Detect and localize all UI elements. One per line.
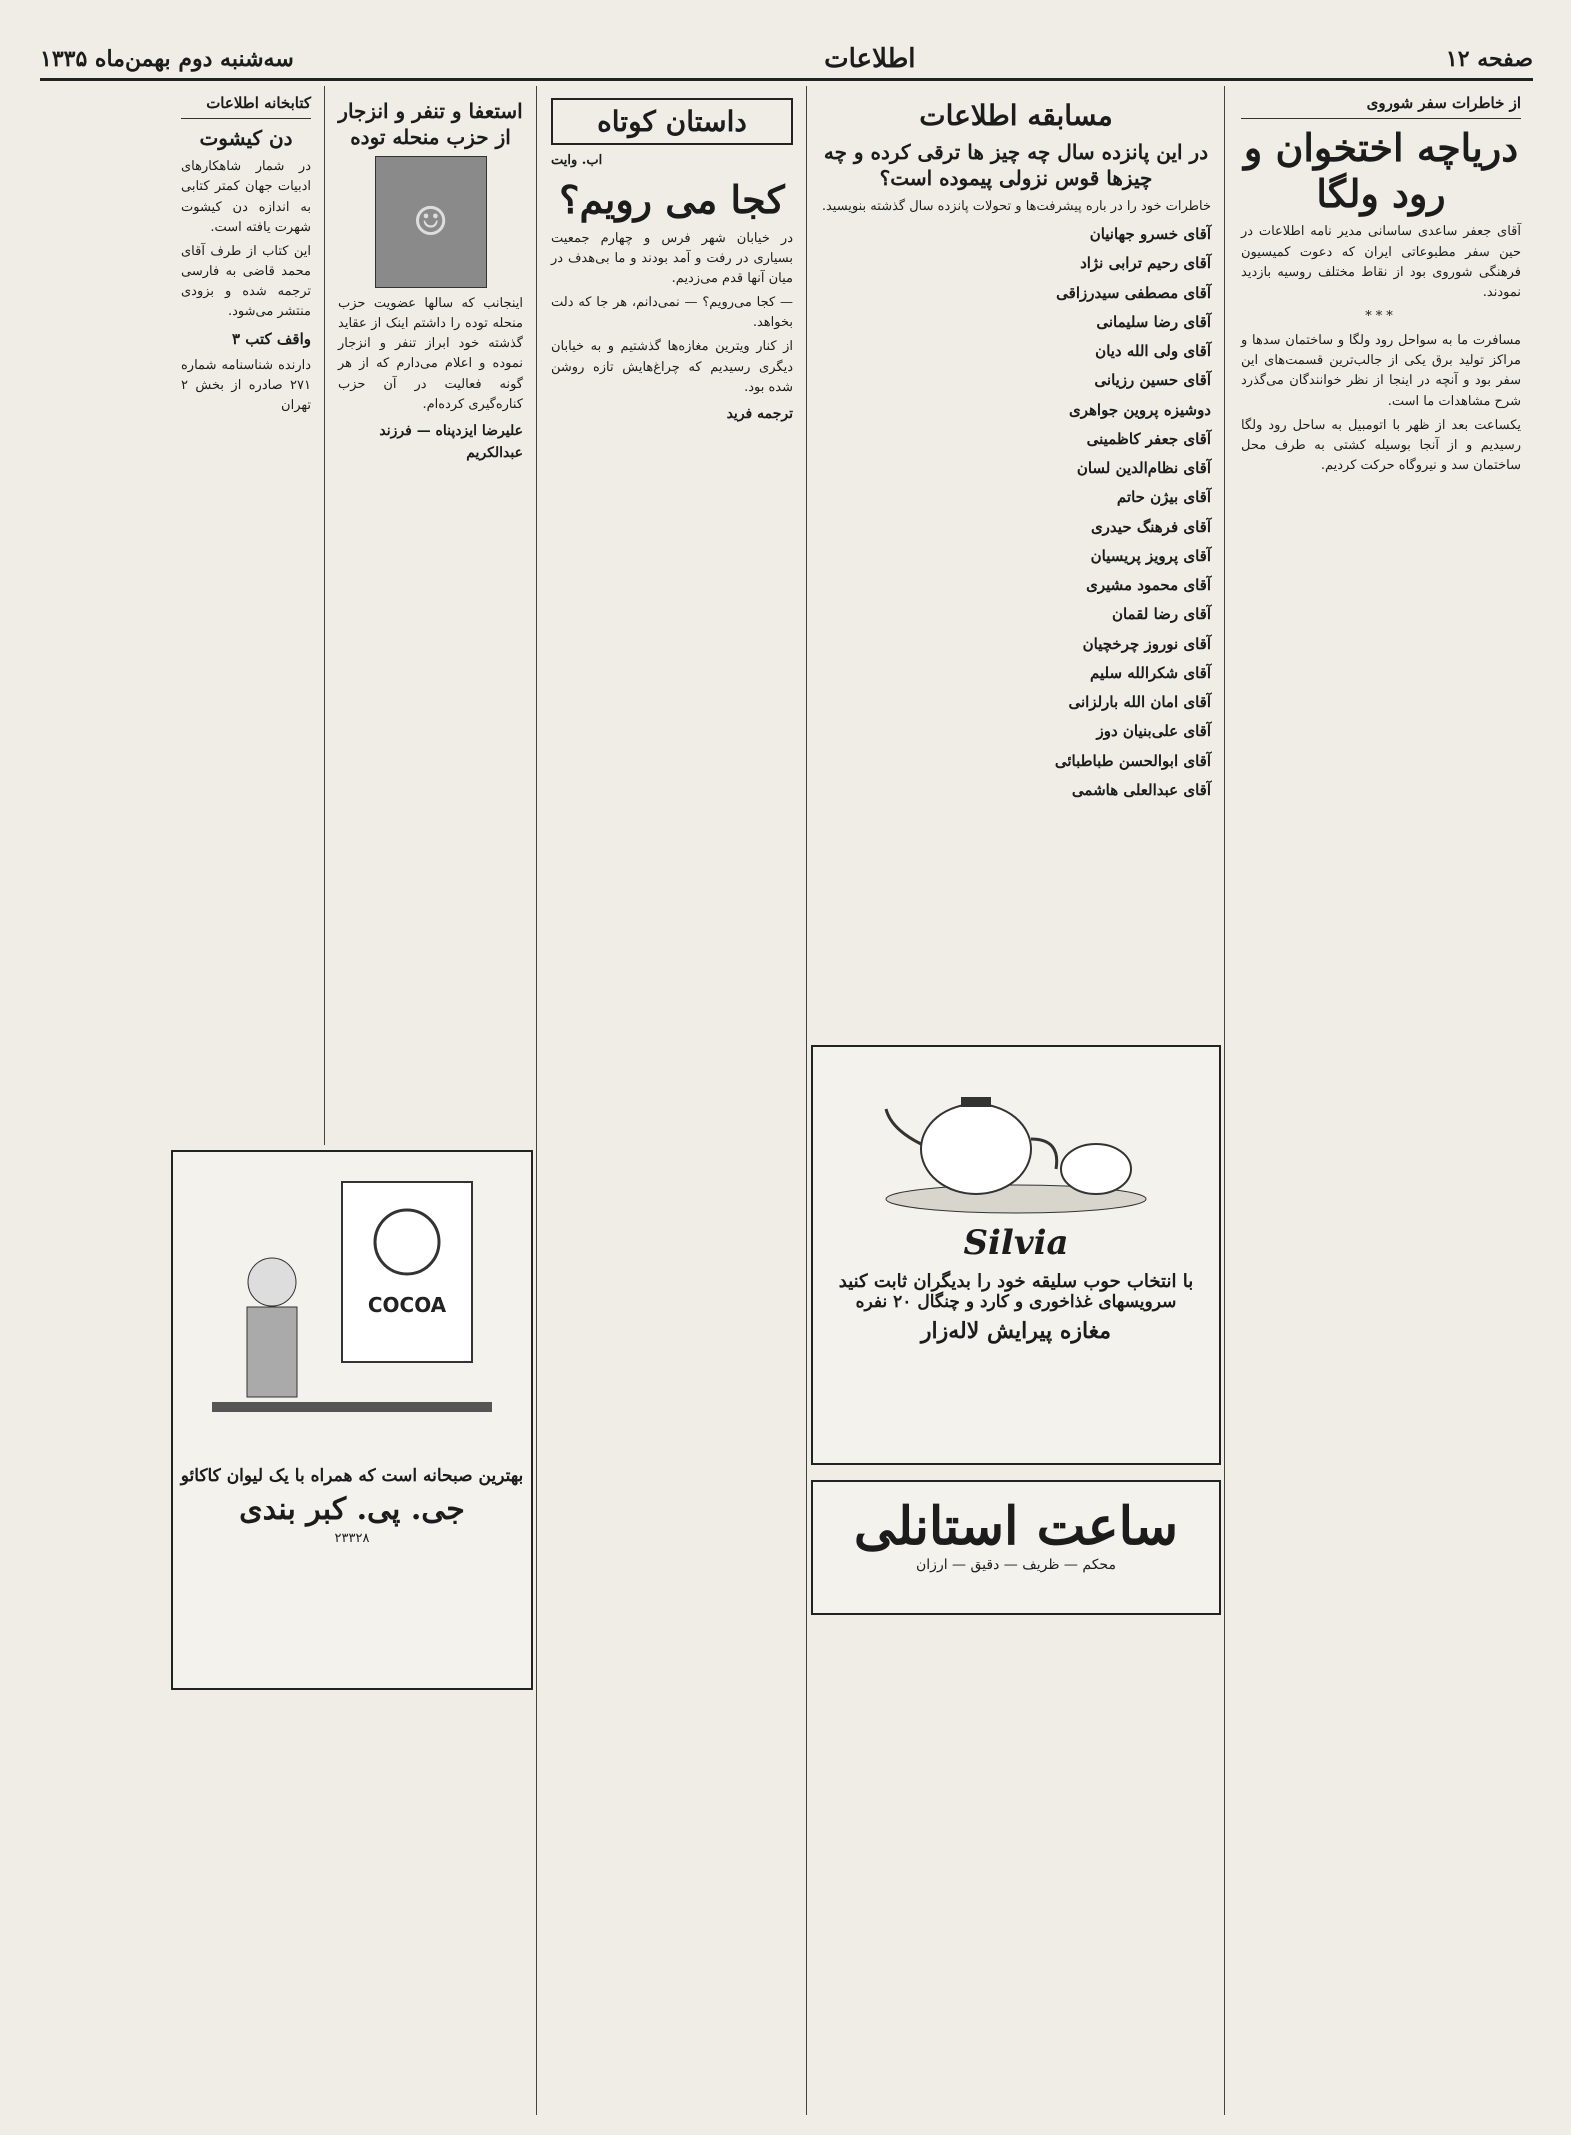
paragraph: از کنار ویترین مغازه‌ها گذشتیم و به خیابان دیگری رسیدیم که چراغ‌هایش تازه روشن شده بود. (551, 339, 793, 395)
cocoa-brand-name: جی. پی. کبر بندی (239, 1492, 465, 1527)
paragraph: اینجانب که سالها عضویت حزب منحله توده را داشتم اینک از عقاید گذشته خود ابراز تنفر و انزجار نموده و اعلام می‌دارم که از هر گونه فعالیت در آن حزب کناره‌گیری کرده‌ام. (338, 296, 523, 412)
paragraph: در شمار شاهکارهای ادبیات جهان کمتر کتابی به اندازه دن کیشوت شهرت یافته است. (181, 159, 311, 235)
notice-title: واقف کتب ۳ (231, 330, 311, 349)
paragraph: مسافرت ما به سواحل رود ولگا و ساختمان سدها و مراکز تولید برق یکی از جالب‌ترین قسمت‌های این سفر بود و آنچه در اینجا از نظر خوانندگان می‌گذرد شرح مشاهدات ما است. (1241, 333, 1521, 409)
silvia-ad (811, 1045, 1221, 1465)
contestant-name: آقای خسرو جهانیان (1089, 225, 1211, 244)
teapot-illustration (866, 1059, 1166, 1219)
column-rule (806, 86, 807, 2115)
contestant-name: آقای رحیم ترابی نژاد (1080, 254, 1211, 273)
silvia-brand: Silvia (963, 1223, 1069, 1263)
contestant-name: آقای نوروز چرخچیان (1082, 634, 1211, 653)
contestant-name: آقای علی‌بنیان دوز (1096, 722, 1211, 741)
page-number: صفحه ۱۲ (1445, 46, 1533, 72)
translator-signature: ترجمه فرید (726, 405, 793, 422)
article-volga (1231, 86, 1531, 2115)
contestant-list (821, 223, 1211, 802)
contestant-name: آقای حسین رزیانی (1094, 371, 1211, 390)
column-rule (536, 86, 537, 2115)
contestant-name: آقای بیژن حاتم (1116, 488, 1211, 507)
portrait-photo: ☺ (375, 156, 487, 288)
contestant-name: آقای عبدالعلی هاشمی (1071, 780, 1211, 799)
article-don-quixote (171, 86, 321, 1145)
article-contest (811, 86, 1221, 1025)
contestant-name: آقای رضا لقمان (1111, 605, 1211, 624)
cocoa-ad (171, 1150, 533, 1690)
paragraph: آقای جعفر ساعدی ساسانی مدیر نامه اطلاعات در حین سفر مطبوعاتی ایران که دعوت کمیسیون فرهنگی شوروی بود از نقاط مختلف روسیه بازدید نمودند. (1241, 224, 1521, 300)
signer-name: علیرضا ایزدپناه — فرزند عبدالکریم (379, 422, 523, 461)
clock-title: ساعت استانلی (853, 1496, 1179, 1557)
contestant-name: دوشیزه پروین جواهری (1068, 400, 1211, 419)
headline: استعفا و تنفر و انزجار از حزب منحله توده (338, 99, 523, 149)
silvia-subtext: سرویسهای غذاخوری و کارد و چنگال ۲۰ نفره (855, 1292, 1177, 1312)
contestant-name: آقای ولی الله دیان (1095, 342, 1211, 361)
cocoa-brand: COCOA (367, 1293, 447, 1317)
contestant-name: آقای محمود مشیری (1086, 576, 1211, 595)
silvia-slogan: با انتخاب حوب سلیقه خود را بدیگران ثابت کنید (838, 1271, 1194, 1292)
silvia-shop: مغازه پیرایش لاله‌زار (920, 1318, 1112, 1344)
paragraph: یکساعت بعد از ظهر با اتومبیل به ساحل رود ولگا رسیدیم و از آنجا بوسیله کشتی به طرف محل ساختمان سد و نیروگاه حرکت کردیم. (1241, 417, 1521, 473)
headline: مسابقه اطلاعات (919, 99, 1113, 132)
column-rule (324, 86, 325, 1145)
clock-ad (811, 1480, 1221, 1615)
cocoa-phone: ۲۳۳۲۸ (334, 1531, 370, 1546)
article-short-story (541, 86, 803, 2115)
paragraph: خاطرات خود را در باره پیشرفت‌ها و تحولات پانزده سال گذشته بنویسید. (821, 199, 1211, 214)
paper-name: اطلاعات (824, 44, 916, 74)
headline: کجا می رویم؟ (559, 177, 785, 223)
separator: *** (1365, 309, 1397, 324)
clock-slogan: محکم — ظریف — دقیق — ارزان (916, 1557, 1116, 1573)
section-title: داستان کوتاه (551, 98, 793, 145)
paragraph: دارنده شناسنامه شماره ۲۷۱ صادره از بخش ۲ تهران (181, 357, 311, 413)
column-kicker: کتابخانه اطلاعات (181, 92, 311, 119)
page-header (40, 40, 1533, 81)
contestant-name: آقای فرهنگ حیدری (1090, 517, 1211, 536)
paragraph: در خیابان شهر فرس و چهارم جمعیت بسیاری در رفت و آمد بودند و ما بی‌هدف در میان آنها قدم می‌زدیم. (551, 230, 793, 287)
contestant-name: آقای پرویز پریسیان (1090, 546, 1211, 565)
cocoa-slogan: بهترین صبحانه است که همراه با یک لیوان کاکائو (180, 1466, 524, 1486)
column-rule (1224, 86, 1225, 2115)
issue-date: سه‌شنبه دوم بهمن‌ماه ۱۳۳۵ (40, 46, 294, 72)
contestant-name: آقای نظام‌الدین لسان (1076, 459, 1211, 478)
contestant-name: آقای شکرالله سلیم (1089, 663, 1211, 682)
column-kicker: از خاطرات سفر شوروی (1241, 92, 1521, 119)
contestant-name: آقای ابوالحسن طباطبائی (1054, 751, 1211, 770)
contestant-name: آقای امان الله بارلزانی (1068, 693, 1211, 712)
cocoa-illustration (192, 1162, 512, 1462)
paragraph: این کتاب از طرف آقای محمد قاضی به فارسی ترجمه شده و بزودی منتشر می‌شود. (181, 243, 311, 320)
contestant-name: آقای جعفر کاظمینی (1086, 429, 1211, 448)
contestant-name: آقای رضا سلیمانی (1096, 312, 1211, 331)
article-resignation (328, 86, 533, 1145)
headline: دریاچه اختخوان و رود ولگا (1243, 125, 1519, 216)
story-author: اب. وایت (551, 153, 603, 168)
paragraph: — کجا می‌رویم؟ — نمی‌دانم، هر جا که دلت بخواهد. (551, 295, 793, 331)
contestant-name: آقای مصطفی سیدرزاقی (1056, 283, 1211, 302)
subheadline: در این پانزده سال چه چیز ها ترقی کرده و چه چیزها قوس نزولی پیموده است؟ (823, 140, 1209, 190)
headline: دن کیشوت (199, 126, 293, 151)
